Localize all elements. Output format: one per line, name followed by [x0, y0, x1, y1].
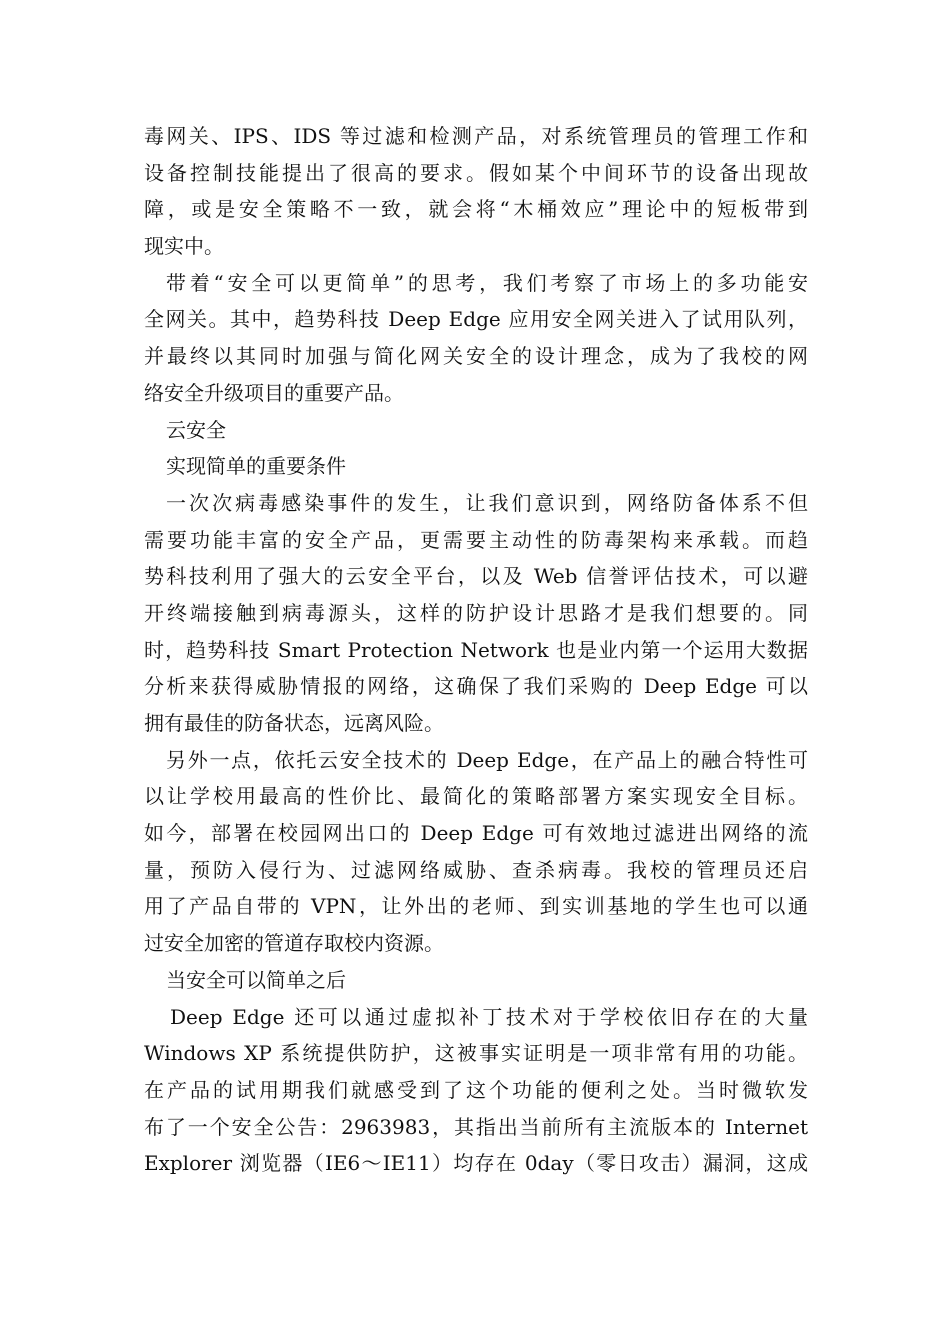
- text-line: 障，或是安全策略不一致，就会将“木桶效应”理论中的短板带到: [144, 197, 808, 222]
- text-line: 全网关。其中，趋势科技 Deep Edge 应用安全网关进入了试用队列，: [144, 307, 808, 332]
- section-heading: 当安全可以简单之后: [166, 967, 346, 992]
- text-line: 布了一个安全公告：2963983，其指出当前所有主流版本的 Internet: [144, 1114, 808, 1139]
- text-line: 以让学校用最高的性价比、最简化的策略部署方案实现安全目标。: [144, 784, 808, 809]
- text-line: 在产品的试用期我们就感受到了这个功能的便利之处。当时微软发: [144, 1077, 808, 1102]
- text-line: 一次次病毒感染事件的发生，让我们意识到，网络防备体系不但: [166, 490, 808, 515]
- text-line: 络安全升级项目的重要产品。: [144, 380, 404, 405]
- document-body: [144, 118, 808, 1182]
- text-line: 带着“安全可以更简单”的思考，我们考察了市场上的多功能安: [166, 270, 808, 295]
- text-line: 拥有最佳的防备状态，远离风险。: [144, 711, 444, 735]
- section-heading: 云安全: [166, 417, 226, 442]
- text-line: 设备控制技能提出了很高的要求。假如某个中间环节的设备出现故: [144, 160, 808, 185]
- text-line: 量，预防入侵行为、过滤网络威胁、查杀病毒。我校的管理员还启: [144, 857, 808, 882]
- text-line: 过安全加密的管道存取校内资源。: [144, 931, 444, 956]
- text-line: 势科技利用了强大的云安全平台，以及 Web 信誉评估技术，可以避: [144, 564, 808, 589]
- text-line: 如今，部署在校园网出口的 Deep Edge 可有效地过滤进出网络的流: [144, 821, 808, 846]
- text-line: 分析来获得威胁情报的网络，这确保了我们采购的 Deep Edge 可以: [144, 674, 808, 699]
- subsection-heading: 实现简单的重要条件: [166, 454, 346, 479]
- text-line: 开终端接触到病毒源头，这样的防护设计思路才是我们想要的。同: [144, 600, 808, 625]
- text-line: 时，趋势科技 Smart Protection Network 也是业内第一个运用大数据: [144, 637, 808, 662]
- text-line: Explorer 浏览器（IE6～IE11）均存在 0day（零日攻击）漏洞，这成: [144, 1151, 808, 1176]
- text-line: 需要功能丰富的安全产品，更需要主动性的防毒架构来承载。而趋: [144, 527, 808, 552]
- text-line: Deep Edge 还可以通过虚拟补丁技术对于学校依旧存在的大量: [170, 1004, 808, 1029]
- text-line: 现实中。: [144, 234, 224, 259]
- text-line: Windows XP 系统提供防护，这被事实证明是一项非常有用的功能。: [144, 1041, 808, 1066]
- text-line: 另外一点，依托云安全技术的 Deep Edge，在产品上的融合特性可: [166, 747, 808, 772]
- text-line: 并最终以其同时加强与简化网关安全的设计理念，成为了我校的网: [144, 344, 808, 369]
- text-line: 毒网关、IPS、IDS 等过滤和检测产品，对系统管理员的管理工作和: [144, 124, 808, 148]
- text-line: 用了产品自带的 VPN，让外出的老师、到实训基地的学生也可以通: [144, 894, 808, 919]
